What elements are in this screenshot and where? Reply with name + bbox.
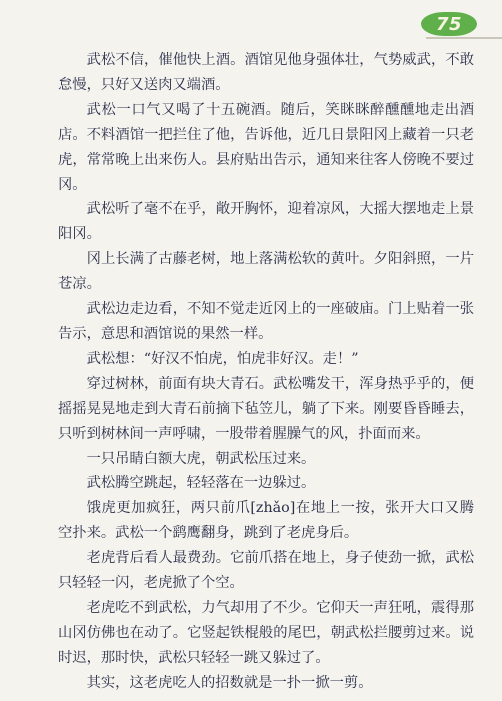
- paragraph: 武松边走边看，不知不觉走近冈上的一座破庙。门上贴着一张告示，意思和酒馆说的果然一样。: [58, 301, 474, 342]
- paragraph: 武松不信，催他快上酒。酒馆见他身强体壮，气势威武，不敢怠慢，只好又送肉又端酒。: [58, 52, 474, 93]
- paragraph: 一只吊睛白额大虎，朝武松压过来。: [86, 450, 316, 467]
- story-body: [58, 48, 474, 696]
- paragraph: 老虎背后看人最费劲。它前爪搭在地上，身子使劲一掀，武松只轻轻一闪，老虎掀了个空。: [58, 550, 474, 592]
- paragraph: 武松腾空跳起，轻轻落在一边躲过。: [86, 475, 316, 492]
- paragraph: 穿过树林，前面有块大青石。武松嘴发干，浑身热乎乎的，便摇摇晃晃地走到大青石前摘下毡笠儿，躺了下来。刚要昏昏睡去，只听到树林间一声呼啸，一股带着腥臊气的风，扑面而来。: [58, 375, 474, 442]
- paragraph: 武松听了毫不在乎，敞开胸怀，迎着凉风，大摇大摆地走上景阳冈。: [58, 201, 474, 243]
- page-number: 75: [435, 13, 463, 35]
- paragraph: 冈上长满了古藤老树，地上落满松软的黄叶。夕阳斜照，一片苍凉。: [58, 251, 474, 293]
- paragraph: 其实，这老虎吃人的招数就是一扑一掀一剪。: [86, 674, 373, 691]
- paragraph: 武松想：“好汉不怕虎，怕虎非好汉。走！”: [86, 350, 359, 367]
- paragraph: 老虎吃不到武松，力气却用了不少。它仰天一声狂吼，震得那山冈仿佛也在动了。它竖起铁棍般的尾巴，朝武松拦腰剪过来。说时迟，那时快，武松只轻轻一跳又躲过了。: [58, 599, 474, 666]
- page-number-badge: [421, 12, 477, 36]
- paragraph: 武松一口气又喝了十五碗酒。随后，笑眯眯醉醺醺地走出酒店。不料酒馆一把拦住了他，告诉他，近几日景阳冈上藏着一只老虎，常常晚上出来伤人。县府贴出告示，通知来往客人傍晚不要过冈。: [58, 101, 474, 193]
- header-rule: [426, 37, 502, 39]
- paragraph: 饿虎更加疯狂，两只前爪[zhǎo]在地上一按，张开大口又腾空扑来。武松一个鹞鹰翻身，跳到了老虎身后。: [58, 500, 474, 542]
